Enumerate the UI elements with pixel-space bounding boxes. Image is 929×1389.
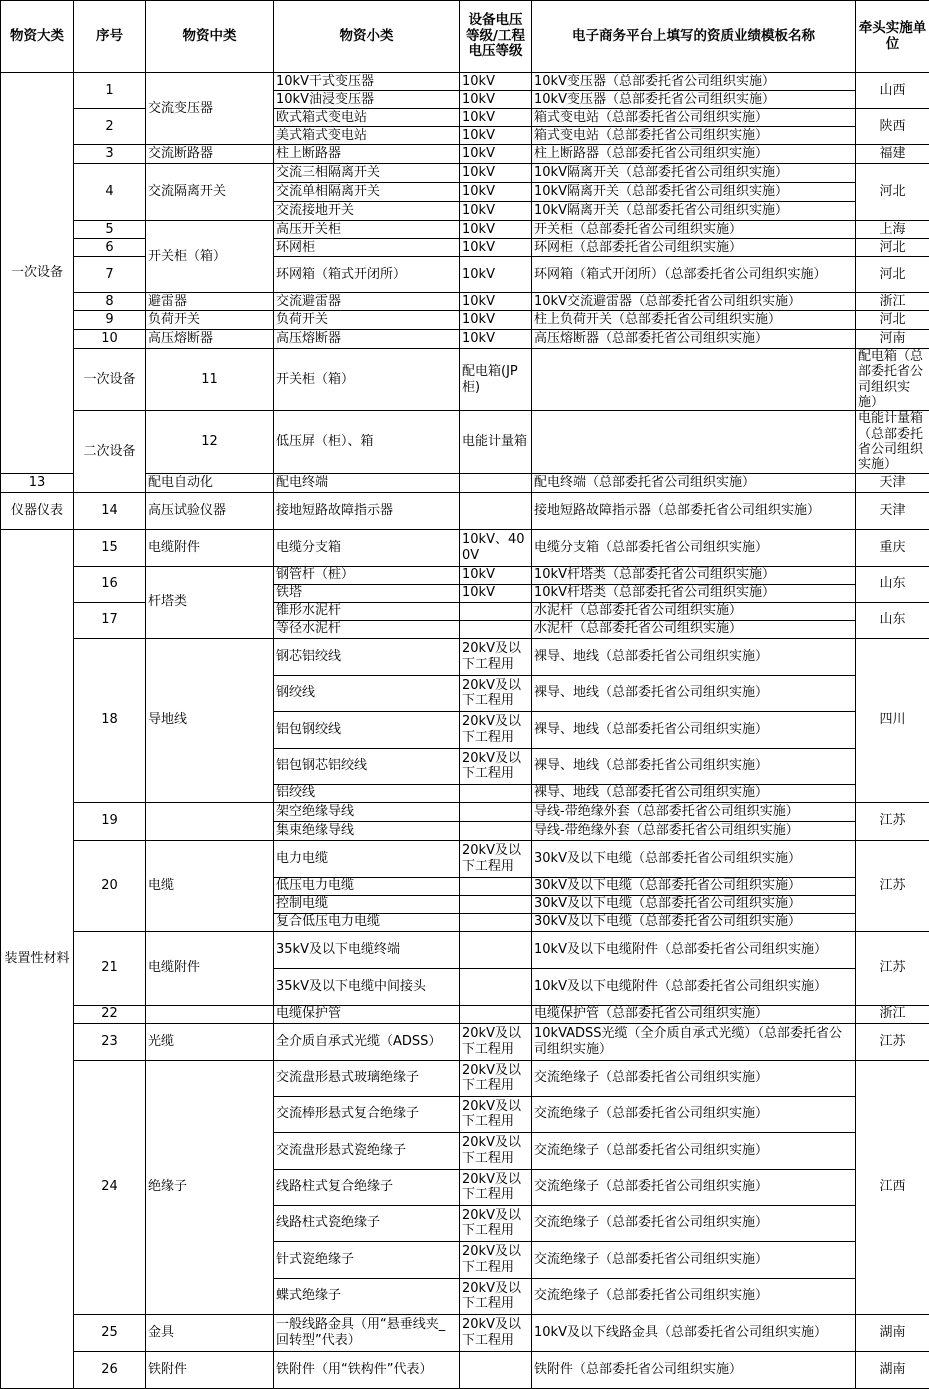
sub-category-cell: 10kV干式变压器 <box>274 73 460 91</box>
sub-category-cell: 环网箱（箱式开闭所） <box>274 257 460 293</box>
voltage-cell: 10kV <box>460 330 532 349</box>
mid-category-cell: 避雷器 <box>146 293 274 311</box>
voltage-cell <box>460 620 532 638</box>
sub-category-cell: 环网柜 <box>274 239 460 257</box>
sub-category-cell: 交流盘形悬式玻璃绝缘子 <box>274 1060 460 1096</box>
template-name-cell: 10kV及以下电缆附件（总部委托省公司组织实施） <box>532 931 856 968</box>
voltage-cell <box>460 802 532 821</box>
template-name-cell: 导线-带绝缘外套（总部委托省公司组织实施） <box>532 802 856 821</box>
sub-category-cell: 铁塔 <box>274 584 460 602</box>
sub-category-cell: 锥形水泥杆 <box>274 602 460 620</box>
sub-category-cell: 美式箱式变电站 <box>274 127 460 145</box>
seq-cell: 24 <box>74 1060 146 1314</box>
voltage-cell: 20kV及以下工程用 <box>460 1169 532 1205</box>
header-lead-unit: 牵头实施单位 <box>856 1 929 73</box>
table-row <box>1 293 929 311</box>
template-name-cell: 交流绝缘子（总部委托省公司组织实施） <box>532 1205 856 1241</box>
template-name-cell: 交流绝缘子（总部委托省公司组织实施） <box>532 1132 856 1169</box>
lead-unit-cell: 河北 <box>856 164 929 221</box>
voltage-cell <box>460 492 532 529</box>
header-template-name: 电子商务平台上填写的资质业绩模板名称 <box>532 1 856 73</box>
template-name-cell: 电缆保护管（总部委托省公司组织实施） <box>532 1005 856 1023</box>
mid-category-cell: 电缆 <box>146 840 274 931</box>
sub-category-cell: 针式瓷绝缘子 <box>274 1241 460 1278</box>
voltage-cell: 10kV <box>460 584 532 602</box>
lead-unit-cell: 湖南 <box>856 1351 929 1388</box>
table-row <box>1 311 929 330</box>
lead-unit-cell: 山东 <box>856 566 929 602</box>
voltage-cell <box>460 473 532 492</box>
header-sub-category: 物资小类 <box>274 1 460 73</box>
table-row <box>1 492 929 529</box>
voltage-cell <box>460 877 532 895</box>
sub-category-cell: 交流单相隔离开关 <box>274 183 460 202</box>
sub-category-cell: 负荷开关 <box>274 311 460 330</box>
table-row <box>1 638 929 675</box>
lead-unit-cell: 江苏 <box>856 1023 929 1060</box>
category-cell: 二次设备 <box>74 411 146 492</box>
voltage-cell: 10kV <box>460 91 532 109</box>
template-name-cell: 箱式变电站（总部委托省公司组织实施） <box>532 127 856 145</box>
voltage-cell: 20kV及以下工程用 <box>460 840 532 877</box>
sub-category-cell: 电能计量箱 <box>460 411 532 473</box>
lead-unit-cell: 上海 <box>856 221 929 239</box>
template-name-cell: 铁附件（总部委托省公司组织实施） <box>532 1351 856 1388</box>
category-cell: 装置性材料 <box>1 529 74 1388</box>
sub-category-cell: 35kV及以下电缆终端 <box>274 931 460 968</box>
voltage-cell <box>460 913 532 931</box>
seq-cell: 20 <box>74 840 146 931</box>
table-row <box>1 1314 929 1351</box>
seq-cell: 1 <box>74 73 146 109</box>
template-name-cell: 10kVADSS光缆（全介质自承式光缆）（总部委托省公司组织实施） <box>532 1023 856 1060</box>
template-name-cell: 开关柜（总部委托省公司组织实施） <box>532 221 856 239</box>
template-name-cell: 裸导、地线（总部委托省公司组织实施） <box>532 748 856 784</box>
table-row <box>1 109 929 127</box>
table-row <box>1 1005 929 1023</box>
seq-cell: 10 <box>74 330 146 349</box>
sub-category-cell: 电缆分支箱 <box>274 529 460 566</box>
mid-category-cell: 开关柜（箱） <box>274 349 460 411</box>
seq-cell: 23 <box>74 1023 146 1060</box>
table-row <box>1 566 929 584</box>
lead-unit-cell: 江苏 <box>856 840 929 931</box>
voltage-cell: 10kV、400V <box>460 529 532 566</box>
sub-category-cell: 铝包钢绞线 <box>274 711 460 748</box>
voltage-cell: 10kV <box>460 566 532 584</box>
voltage-cell: 20kV及以下工程用 <box>460 638 532 675</box>
voltage-cell: 10kV <box>460 202 532 221</box>
template-name-cell: 交流绝缘子（总部委托省公司组织实施） <box>532 1278 856 1314</box>
header-row <box>1 1 929 73</box>
voltage-cell: 10kV <box>460 127 532 145</box>
template-name-cell: 接地短路故障指示器（总部委托省公司组织实施） <box>532 492 856 529</box>
voltage-cell: 20kV及以下工程用 <box>460 711 532 748</box>
template-name-cell: 导线-带绝缘外套（总部委托省公司组织实施） <box>532 821 856 840</box>
sub-category-cell: 交流避雷器 <box>274 293 460 311</box>
mid-category-cell: 开关柜（箱） <box>146 221 274 293</box>
voltage-cell: 20kV及以下工程用 <box>460 1060 532 1096</box>
sub-category-cell: 铁附件（用“铁构件”代表） <box>274 1351 460 1388</box>
mid-category-cell: 金具 <box>146 1314 274 1351</box>
sub-category-cell: 电缆保护管 <box>274 1005 460 1023</box>
sub-category-cell: 配电箱(JP柜) <box>460 349 532 411</box>
sub-category-cell: 配电终端 <box>274 473 460 492</box>
voltage-cell: 10kV <box>460 239 532 257</box>
template-name-cell: 10kV交流避雷器（总部委托省公司组织实施） <box>532 293 856 311</box>
sub-category-cell: 柱上断路器 <box>274 145 460 164</box>
sub-category-cell: 接地短路故障指示器 <box>274 492 460 529</box>
table-row <box>1 802 929 821</box>
table-row <box>1 239 929 257</box>
voltage-cell: 20kV及以下工程用 <box>460 1278 532 1314</box>
table-row <box>1 145 929 164</box>
voltage-cell: 20kV及以下工程用 <box>460 1314 532 1351</box>
seq-cell: 21 <box>74 931 146 1005</box>
seq-cell: 9 <box>74 311 146 330</box>
table-row <box>1 349 929 411</box>
template-name-cell: 10kV变压器（总部委托省公司组织实施） <box>532 91 856 109</box>
lead-unit-cell: 河北 <box>856 257 929 293</box>
voltage-cell <box>460 821 532 840</box>
seq-cell: 17 <box>74 602 146 638</box>
voltage-cell: 20kV及以下工程用 <box>460 1205 532 1241</box>
mid-category-cell: 电缆附件 <box>146 931 274 1005</box>
seq-cell: 2 <box>74 109 146 145</box>
voltage-cell: 20kV及以下工程用 <box>460 748 532 784</box>
seq-cell: 8 <box>74 293 146 311</box>
voltage-cell: 10kV <box>460 183 532 202</box>
template-name-cell: 10kV及以下线路金具（总部委托省公司组织实施） <box>532 1314 856 1351</box>
mid-category-cell: 杆塔类 <box>146 566 274 638</box>
mid-category-cell: 配电自动化 <box>146 473 274 492</box>
voltage-cell: 20kV及以下工程用 <box>460 675 532 711</box>
table-row <box>1 411 929 473</box>
lead-unit-cell: 江苏 <box>856 931 929 1005</box>
template-name-cell: 裸导、地线（总部委托省公司组织实施） <box>532 638 856 675</box>
table-row <box>1 1351 929 1388</box>
template-name-cell: 水泥杆（总部委托省公司组织实施） <box>532 602 856 620</box>
lead-unit-cell: 河南 <box>856 330 929 349</box>
table-row <box>1 221 929 239</box>
category-cell: 一次设备 <box>1 73 74 474</box>
mid-category-cell: 交流隔离开关 <box>146 164 274 221</box>
voltage-cell: 10kV <box>460 311 532 330</box>
template-name-cell: 箱式变电站（总部委托省公司组织实施） <box>532 109 856 127</box>
template-name-cell: 电缆分支箱（总部委托省公司组织实施） <box>532 529 856 566</box>
mid-category-cell: 光缆 <box>146 1023 274 1060</box>
mid-category-cell: 负荷开关 <box>146 311 274 330</box>
header-voltage: 设备电压等级/工程电压等级 <box>460 1 532 73</box>
seq-cell: 25 <box>74 1314 146 1351</box>
template-name-cell: 10kV杆塔类（总部委托省公司组织实施） <box>532 584 856 602</box>
sub-category-cell: 一般线路金具（用“悬垂线夹_回转型”代表） <box>274 1314 460 1351</box>
template-name-cell: 10kV隔离开关（总部委托省公司组织实施） <box>532 202 856 221</box>
mid-category-cell: 导地线 <box>146 638 274 802</box>
table-row <box>1 257 929 293</box>
table-row <box>1 330 929 349</box>
template-name-cell: 高压熔断器（总部委托省公司组织实施） <box>532 330 856 349</box>
seq-cell: 4 <box>74 164 146 221</box>
seq-cell: 15 <box>74 529 146 566</box>
template-name-cell: 30kV及以下电缆（总部委托省公司组织实施） <box>532 913 856 931</box>
lead-unit-cell: 江西 <box>856 1060 929 1314</box>
lead-unit-cell: 天津 <box>856 492 929 529</box>
template-name-cell: 10kV隔离开关（总部委托省公司组织实施） <box>532 183 856 202</box>
lead-unit-cell: 河北 <box>856 311 929 330</box>
lead-unit-cell: 重庆 <box>856 529 929 566</box>
template-name-cell: 交流绝缘子（总部委托省公司组织实施） <box>532 1096 856 1132</box>
lead-unit-cell: 山西 <box>856 73 929 109</box>
mid-category-cell: 交流变压器 <box>146 73 274 145</box>
voltage-cell <box>460 1005 532 1023</box>
seq-cell: 14 <box>74 492 146 529</box>
template-name-cell: 交流绝缘子（总部委托省公司组织实施） <box>532 1241 856 1278</box>
sub-category-cell: 交流接地开关 <box>274 202 460 221</box>
lead-unit-cell: 浙江 <box>856 1005 929 1023</box>
voltage-cell <box>460 602 532 620</box>
template-name-cell: 10kV及以下电缆附件（总部委托省公司组织实施） <box>532 968 856 1005</box>
sub-category-cell: 铝绞线 <box>274 784 460 802</box>
lead-unit-cell: 四川 <box>856 638 929 802</box>
template-name-cell: 电能计量箱（总部委托省公司组织实施） <box>856 411 929 473</box>
voltage-cell <box>532 411 856 473</box>
category-cell: 仪器仪表 <box>1 492 74 529</box>
sub-category-cell: 线路柱式瓷绝缘子 <box>274 1205 460 1241</box>
mid-category-cell: 铁附件 <box>146 1351 274 1388</box>
sub-category-cell: 交流棒形悬式复合绝缘子 <box>274 1096 460 1132</box>
sub-category-cell: 复合低压电力电缆 <box>274 913 460 931</box>
voltage-cell <box>460 1351 532 1388</box>
mid-category-cell: 电缆附件 <box>146 529 274 566</box>
template-name-cell: 环网柜（总部委托省公司组织实施） <box>532 239 856 257</box>
template-name-cell: 10kV变压器（总部委托省公司组织实施） <box>532 73 856 91</box>
lead-unit-cell: 福建 <box>856 145 929 164</box>
template-name-cell: 交流绝缘子（总部委托省公司组织实施） <box>532 1169 856 1205</box>
template-name-cell: 10kV隔离开关（总部委托省公司组织实施） <box>532 164 856 183</box>
sub-category-cell: 钢管杆（桩） <box>274 566 460 584</box>
voltage-cell: 10kV <box>460 73 532 91</box>
template-name-cell: 环网箱（箱式开闭所）（总部委托省公司组织实施） <box>532 257 856 293</box>
mid-category-cell <box>146 1005 274 1023</box>
template-name-cell: 10kV杆塔类（总部委托省公司组织实施） <box>532 566 856 584</box>
seq-cell: 18 <box>74 638 146 802</box>
seq-cell: 5 <box>74 221 146 239</box>
sub-category-cell: 10kV油浸变压器 <box>274 91 460 109</box>
template-name-cell: 裸导、地线（总部委托省公司组织实施） <box>532 711 856 748</box>
mid-category-cell: 高压熔断器 <box>146 330 274 349</box>
table-row <box>1 602 929 620</box>
voltage-cell <box>460 895 532 913</box>
lead-unit-cell: 湖南 <box>856 1314 929 1351</box>
voltage-cell: 10kV <box>460 164 532 183</box>
voltage-cell: 10kV <box>460 293 532 311</box>
seq-cell: 3 <box>74 145 146 164</box>
table-row <box>1 164 929 183</box>
seq-cell: 13 <box>1 473 74 492</box>
voltage-cell: 10kV <box>460 145 532 164</box>
table-row <box>1 529 929 566</box>
sub-category-cell: 架空绝缘导线 <box>274 802 460 821</box>
sub-category-cell: 控制电缆 <box>274 895 460 913</box>
voltage-cell: 20kV及以下工程用 <box>460 1241 532 1278</box>
lead-unit-cell: 天津 <box>856 473 929 492</box>
lead-unit-cell: 山东 <box>856 602 929 638</box>
voltage-cell: 20kV及以下工程用 <box>460 1096 532 1132</box>
voltage-cell <box>460 931 532 968</box>
voltage-cell <box>460 784 532 802</box>
template-name-cell: 30kV及以下电缆（总部委托省公司组织实施） <box>532 895 856 913</box>
header-mid-category: 物资中类 <box>146 1 274 73</box>
table-row <box>1 1023 929 1060</box>
sub-category-cell: 35kV及以下电缆中间接头 <box>274 968 460 1005</box>
template-name-cell: 交流绝缘子（总部委托省公司组织实施） <box>532 1060 856 1096</box>
template-name-cell: 柱上负荷开关（总部委托省公司组织实施） <box>532 311 856 330</box>
sub-category-cell: 电力电缆 <box>274 840 460 877</box>
sub-category-cell: 交流盘形悬式瓷绝缘子 <box>274 1132 460 1169</box>
sub-category-cell: 铝包钢芯铝绞线 <box>274 748 460 784</box>
table-body <box>1 73 929 1389</box>
voltage-cell <box>460 968 532 1005</box>
template-name-cell: 配电箱（总部委托省公司组织实施） <box>856 349 929 411</box>
template-name-cell: 柱上断路器（总部委托省公司组织实施） <box>532 145 856 164</box>
sub-category-cell: 钢绞线 <box>274 675 460 711</box>
sub-category-cell: 钢芯铝绞线 <box>274 638 460 675</box>
lead-unit-cell: 江苏 <box>856 802 929 840</box>
seq-cell: 6 <box>74 239 146 257</box>
category-cell: 一次设备 <box>74 349 146 411</box>
mid-category-cell: 交流断路器 <box>146 145 274 164</box>
sub-category-cell: 交流三相隔离开关 <box>274 164 460 183</box>
lead-unit-cell: 河北 <box>856 239 929 257</box>
template-name-cell: 配电终端（总部委托省公司组织实施） <box>532 473 856 492</box>
sub-category-cell: 蝶式绝缘子 <box>274 1278 460 1314</box>
lead-unit-cell: 陕西 <box>856 109 929 145</box>
seq-cell: 19 <box>74 802 146 840</box>
mid-category-cell <box>146 802 274 840</box>
template-name-cell: 裸导、地线（总部委托省公司组织实施） <box>532 784 856 802</box>
sub-category-cell: 线路柱式复合绝缘子 <box>274 1169 460 1205</box>
sub-category-cell: 低压电力电缆 <box>274 877 460 895</box>
voltage-cell: 10kV <box>460 257 532 293</box>
voltage-cell: 20kV及以下工程用 <box>460 1023 532 1060</box>
header-seq: 序号 <box>74 1 146 73</box>
seq-cell: 7 <box>74 257 146 293</box>
mid-category-cell: 高压试验仪器 <box>146 492 274 529</box>
mid-category-cell: 低压屏（柜）、箱 <box>274 411 460 473</box>
template-name-cell: 30kV及以下电缆（总部委托省公司组织实施） <box>532 840 856 877</box>
voltage-cell <box>532 349 856 411</box>
seq-cell: 16 <box>74 566 146 602</box>
seq-cell: 22 <box>74 1005 146 1023</box>
table-row <box>1 840 929 877</box>
sub-category-cell: 集束绝缘导线 <box>274 821 460 840</box>
template-name-cell: 30kV及以下电缆（总部委托省公司组织实施） <box>532 877 856 895</box>
template-name-cell: 水泥杆（总部委托省公司组织实施） <box>532 620 856 638</box>
sub-category-cell: 全介质自承式光缆（ADSS） <box>274 1023 460 1060</box>
voltage-cell: 20kV及以下工程用 <box>460 1132 532 1169</box>
sub-category-cell: 高压熔断器 <box>274 330 460 349</box>
seq-cell: 26 <box>74 1351 146 1388</box>
sub-category-cell: 高压开关柜 <box>274 221 460 239</box>
voltage-cell: 10kV <box>460 221 532 239</box>
voltage-cell: 10kV <box>460 109 532 127</box>
seq-cell: 11 <box>146 349 274 411</box>
sub-category-cell: 等径水泥杆 <box>274 620 460 638</box>
template-name-cell: 裸导、地线（总部委托省公司组织实施） <box>532 675 856 711</box>
table-row <box>1 1060 929 1096</box>
mid-category-cell: 绝缘子 <box>146 1060 274 1314</box>
table-row <box>1 73 929 91</box>
lead-unit-cell: 浙江 <box>856 293 929 311</box>
seq-cell: 12 <box>146 411 274 473</box>
sub-category-cell: 欧式箱式变电站 <box>274 109 460 127</box>
table-row <box>1 931 929 968</box>
header-category: 物资大类 <box>1 1 74 73</box>
